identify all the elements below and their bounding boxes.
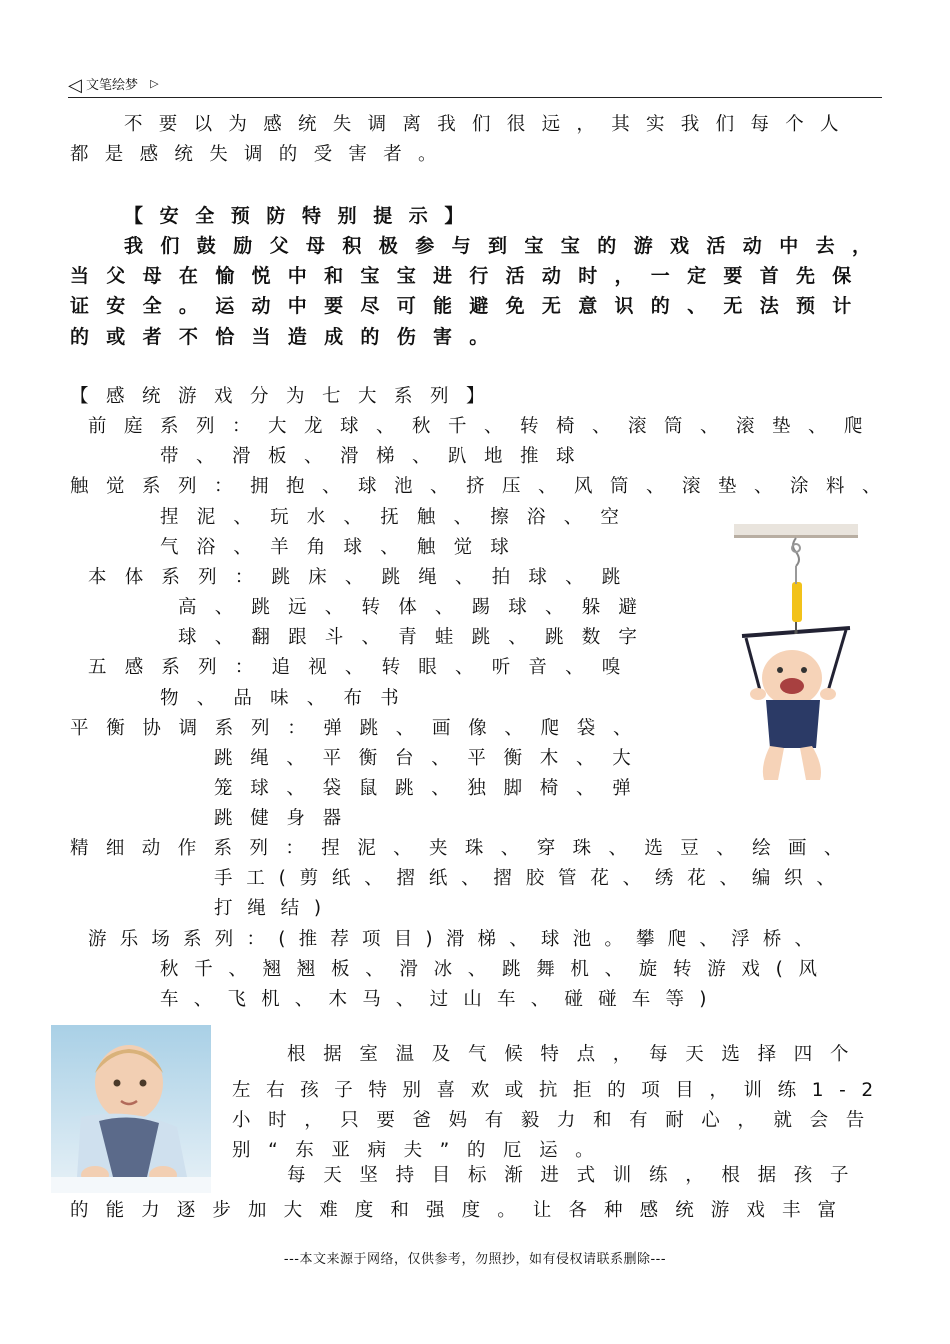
safety-line-3: 证安全。运动中要尽可能避免无意识的、无法预计: [70, 295, 869, 317]
series-line-9: 五感系列：追视、转眼、听音、嗅: [88, 657, 639, 678]
series-line-14: 跳健身器: [214, 808, 359, 829]
safety-line-2: 当父母在愉悦中和宝宝进行活动时，一定要首先保: [70, 265, 869, 287]
safety-title: 【安全预防特别提示】: [124, 205, 481, 227]
series-line-6: 本体系列：跳床、跳绳、拍球、跳: [88, 567, 639, 588]
series-line-18: 游乐场系列：(推荐项目)滑梯、球池。攀爬、浮桥、: [88, 929, 827, 950]
tips-line-1: 根据室温及气候特点，每天选择四个: [287, 1044, 867, 1065]
series-line-5: 气浴、羊角球、触觉球: [160, 537, 528, 558]
series-line-12: 跳绳、平衡台、平衡木、大: [214, 748, 649, 769]
series-line-17: 打绳结): [214, 898, 336, 919]
series-line-10: 物、品味、布书: [160, 688, 417, 709]
series-line-8: 球、翻跟斗、青蛙跳、跳数字: [178, 627, 656, 648]
tips-line-3: 小时，只要爸妈有毅力和有耐心，就会告: [232, 1110, 882, 1131]
series-line-7: 高、跳远、转体、踢球、躲避: [178, 597, 656, 618]
series-title: 【感统游戏分为七大系列】: [70, 386, 503, 407]
series-line-16: 手工(剪纸、摺纸、摺胶管花、绣花、编织、: [214, 868, 849, 889]
tips-line-6: 的能力逐步加大难度和强度。让各种感统游戏丰富: [70, 1200, 854, 1221]
footer-disclaimer: ---本文来源于网络，仅供参考，勿照抄，如有侵权请联系删除---: [283, 1252, 667, 1267]
series-line-20: 车、飞机、木马、过山车、碰碰车等): [160, 989, 722, 1010]
safety-line-4: 的或者不恰当造成的伤害。: [70, 326, 506, 348]
crawling-baby-photo: [51, 1025, 211, 1193]
intro-line-2: 都是感统失调的受害者。: [70, 144, 453, 165]
series-line-2: 带、滑板、滑梯、趴地推球: [160, 446, 593, 467]
intro-line-1: 不要以为感统失调离我们很远，其实我们每个人: [124, 114, 855, 135]
header-rule: [68, 97, 882, 98]
page-header: [68, 74, 159, 96]
header-title: 文笔绘梦: [85, 78, 138, 93]
tips-line-4: 别“东亚病夫”的厄运。: [232, 1140, 612, 1161]
series-line-13: 笼球、袋鼠跳、独脚椅、弹: [214, 778, 649, 799]
series-line-3: 触觉系列：拥抱、球池、挤压、风筒、滚垫、涂料、: [70, 476, 899, 497]
right-triangle-icon: ▷: [150, 77, 159, 90]
left-triangle-icon: ◁: [68, 75, 82, 96]
tips-line-5: 每天坚持目标渐进式训练，根据孩子: [287, 1165, 867, 1186]
safety-line-1: 我们鼓励父母积极参与到宝宝的游戏活动中去，: [124, 235, 889, 257]
series-line-1: 前庭系列：大龙球、秋千、转椅、滚筒、滚垫、爬: [88, 416, 881, 437]
series-line-11: 平衡协调系列：弹跳、画像、爬袋、: [70, 718, 650, 739]
series-line-19: 秋千、翘翘板、滑冰、跳舞机、旋转游戏(风: [160, 959, 833, 980]
series-line-4: 捏泥、玩水、抚触、擦浴、空: [160, 507, 638, 528]
series-line-15: 精细动作系列：捏泥、夹珠、穿珠、选豆、绘画、: [70, 838, 860, 859]
tips-line-2: 左右孩子特别喜欢或抗拒的项目，训练1-2: [232, 1080, 889, 1101]
baby-jumper-photo: [700, 518, 870, 790]
